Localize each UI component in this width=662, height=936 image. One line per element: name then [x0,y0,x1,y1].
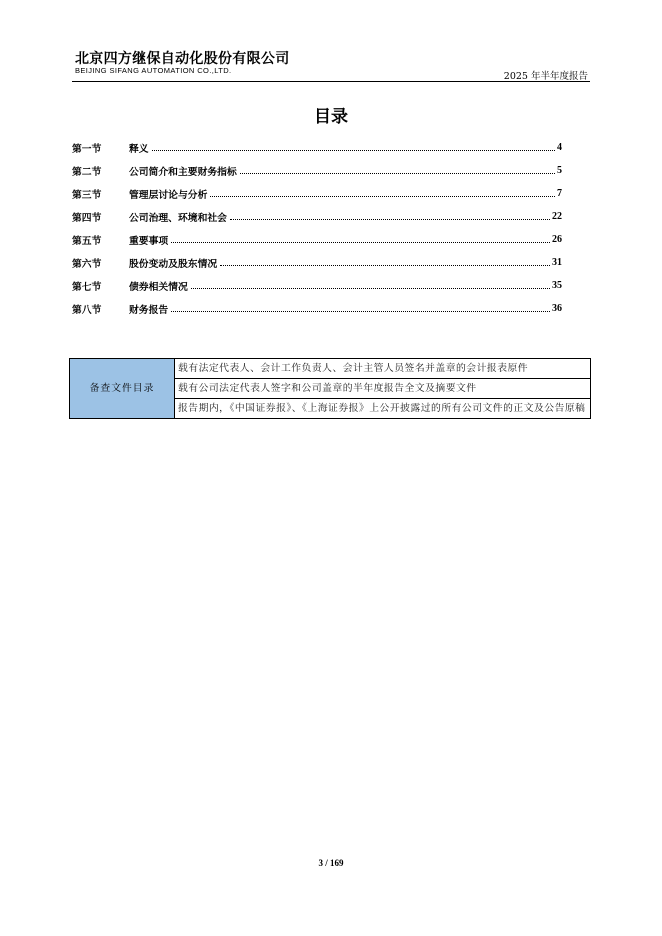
page-header [72,48,590,82]
toc-item[interactable] [72,205,562,228]
toc-title: 目录 [314,107,348,127]
toc-page-number: 5 [557,165,562,176]
toc-section-number: 第七节 [72,281,102,293]
toc-item[interactable] [72,297,562,320]
table-row [70,359,591,379]
toc-page-number: 35 [552,280,562,291]
toc-section-name: 释义 [129,143,149,155]
toc-section-number: 第六节 [72,258,102,270]
toc-page-number: 31 [552,257,562,268]
reference-docs-label: 备查文件目录 [70,359,175,419]
toc-section-number: 第八节 [72,304,102,316]
toc-leader-dots [240,173,555,174]
table-of-contents [72,136,562,320]
toc-section-number: 第二节 [72,166,102,178]
reference-doc-item: 载有法定代表人、会计工作负责人、会计主管人员签名并盖章的会计报表原件 [175,359,591,379]
toc-leader-dots [220,265,550,266]
toc-section-name: 财务报告 [129,304,169,316]
toc-section-name: 公司简介和主要财务指标 [129,166,237,178]
toc-leader-dots [152,150,555,151]
toc-section-name: 股份变动及股东情况 [129,258,218,270]
toc-leader-dots [230,219,550,220]
toc-leader-dots [171,242,550,243]
toc-section-name: 债券相关情况 [129,281,188,293]
toc-item[interactable] [72,228,562,251]
toc-page-number: 22 [552,211,562,222]
report-title: 2025 年半年度报告 [503,71,588,82]
toc-item[interactable] [72,182,562,205]
company-logo-cn: 北京四方继保自动化股份有限公司 [75,51,290,67]
toc-page-number: 26 [552,234,562,245]
toc-section-name: 公司治理、环境和社会 [129,212,227,224]
page-number: 3 / 169 [318,858,344,868]
reference-documents-table [69,358,591,419]
toc-page-number: 7 [557,188,562,199]
toc-section-number: 第四节 [72,212,102,224]
toc-item[interactable] [72,251,562,274]
toc-section-number: 第一节 [72,143,102,155]
header-divider [72,81,590,82]
reference-doc-item: 报告期内，《中国证券报》、《上海证券报》上公开披露过的所有公司文件的正文及公告原稿 [175,399,591,419]
toc-leader-dots [191,288,550,289]
toc-section-number: 第三节 [72,189,102,201]
reference-doc-item: 载有公司法定代表人签字和公司盖章的半年度报告全文及摘要文件 [175,379,591,399]
toc-page-number: 36 [552,303,562,314]
toc-item[interactable] [72,136,562,159]
toc-section-name: 重要事项 [129,235,169,247]
toc-leader-dots [210,196,555,197]
toc-leader-dots [171,311,550,312]
toc-page-number: 4 [557,142,562,153]
toc-item[interactable] [72,274,562,297]
company-logo-en: BEIJING SIFANG AUTOMATION CO.,LTD. [75,66,232,75]
toc-section-name: 管理层讨论与分析 [129,189,208,201]
toc-item[interactable] [72,159,562,182]
toc-section-number: 第五节 [72,235,102,247]
